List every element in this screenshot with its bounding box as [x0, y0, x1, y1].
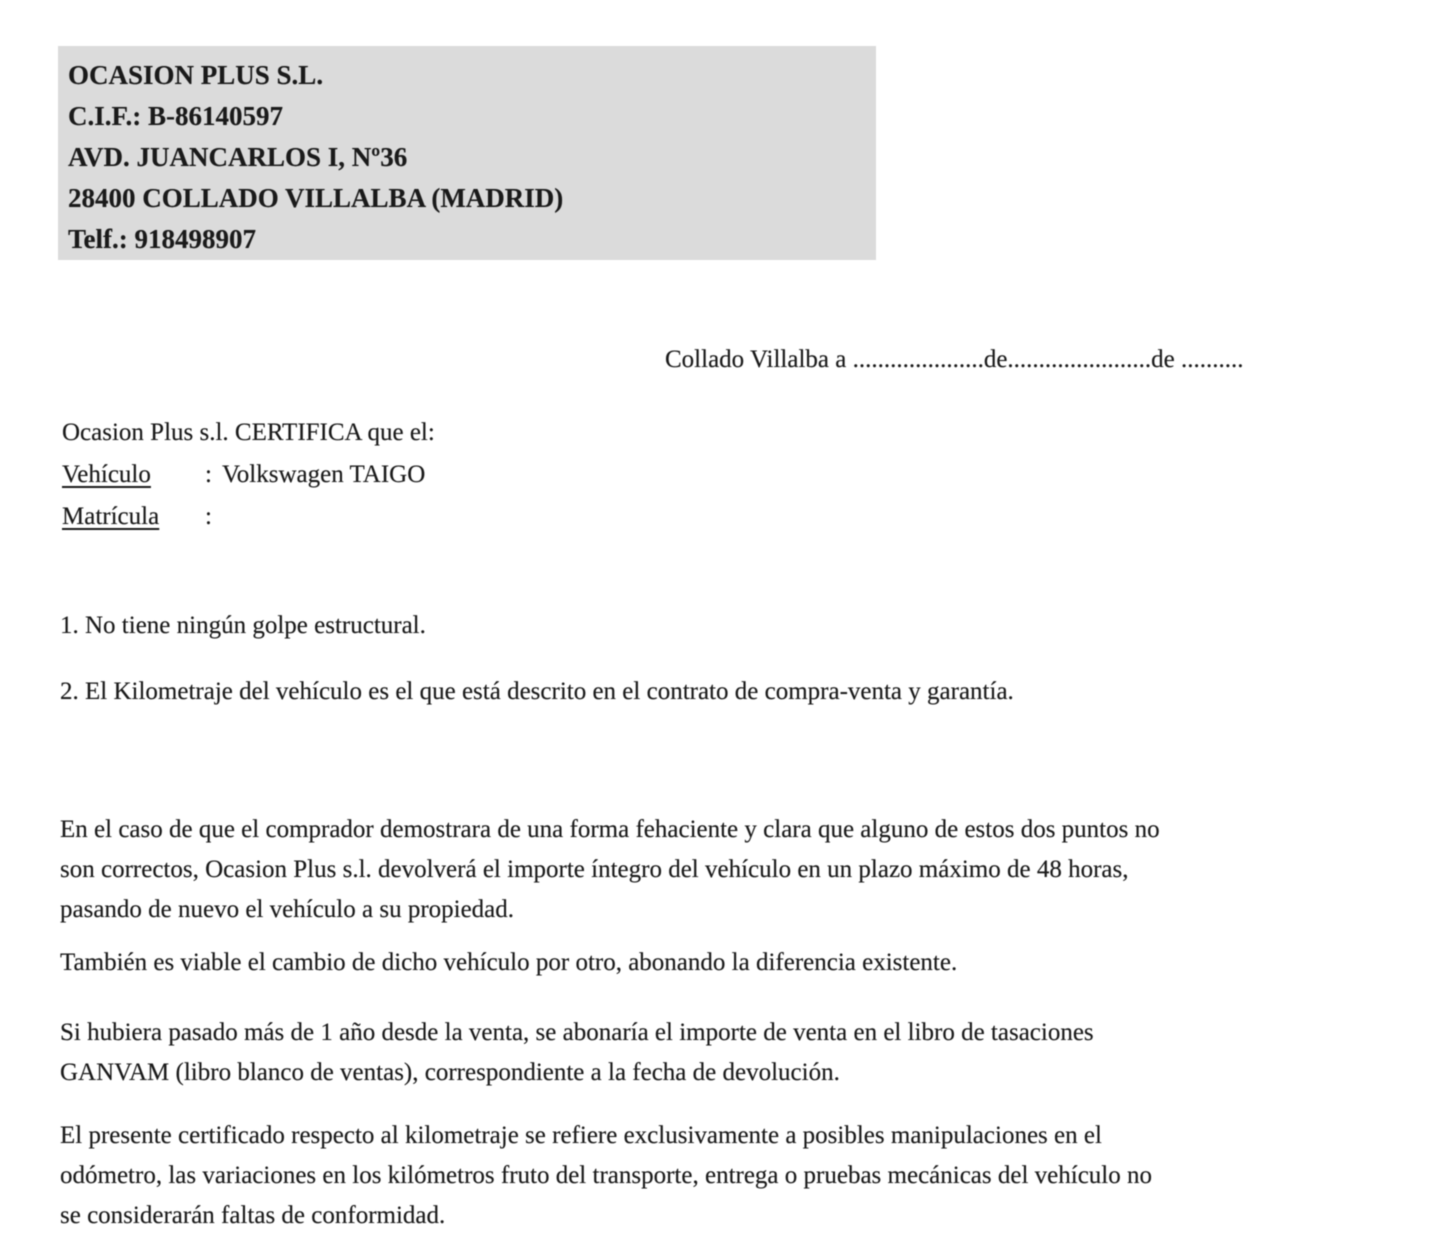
paragraph-refund — [60, 810, 1160, 930]
company-phone: Telf.: 918498907 — [68, 224, 256, 254]
paragraph-line: El presente certificado respecto al kilometraje se refiere exclusivamente a posibles manipulaciones en el — [60, 1122, 1102, 1149]
plate-field — [62, 496, 435, 538]
certify-intro: Ocasion Plus s.l. CERTIFICA que el: — [62, 419, 435, 446]
vehicle-field — [62, 454, 435, 496]
paragraph-line: También es viable el cambio de dicho vehículo por otro, abonando la diferencia existente. — [60, 949, 958, 976]
paragraph-odometer — [60, 1116, 1152, 1236]
company-name: OCASION PLUS S.L. — [68, 60, 324, 90]
paragraph-line: pasando de nuevo el vehículo a su propiedad. — [60, 896, 515, 923]
date-line: Collado Villalba a .....................de.......................de .......... — [665, 346, 1244, 373]
company-cif: C.I.F.: B-86140597 — [68, 101, 284, 131]
paragraph-line: GANVAM (libro blanco de ventas), correspondiente a la fecha de devolución. — [60, 1059, 840, 1086]
paragraph-ganvam — [60, 1013, 1094, 1093]
vehicle-value: Volkswagen TAIGO — [221, 461, 426, 488]
plate-separator: : — [205, 503, 212, 530]
letterhead-block — [58, 46, 876, 260]
paragraph-line: son correctos, Ocasion Plus s.l. devolverá el importe íntegro del vehículo en un plazo máximo de 48 horas, — [60, 856, 1129, 883]
point-mileage: 2. El Kilometraje del vehículo es el que está descrito en el contrato de compra-venta y garantía. — [60, 678, 1014, 705]
company-city: 28400 COLLADO VILLALBA (MADRID) — [68, 183, 564, 213]
company-address: AVD. JUANCARLOS I, Nº36 — [68, 142, 408, 172]
paragraph-line: se considerarán faltas de conformidad. — [60, 1202, 446, 1229]
paragraph-line: Si hubiera pasado más de 1 año desde la venta, se abonaría el importe de venta en el libro de tasaciones — [60, 1019, 1094, 1046]
point-structural: 1. No tiene ningún golpe estructural. — [60, 612, 426, 639]
plate-label: Matrícula — [62, 503, 160, 530]
vehicle-label: Vehículo — [62, 461, 151, 488]
certification-block — [62, 412, 435, 538]
paragraph-line: odómetro, las variaciones en los kilómetros fruto del transporte, entrega o pruebas mecánicas del vehículo no — [60, 1162, 1153, 1189]
paragraph-line: En el caso de que el comprador demostrara de una forma fehaciente y clara que alguno de estos dos puntos no — [60, 816, 1160, 843]
vehicle-separator: : — [205, 461, 212, 488]
paragraph-exchange — [60, 943, 957, 983]
